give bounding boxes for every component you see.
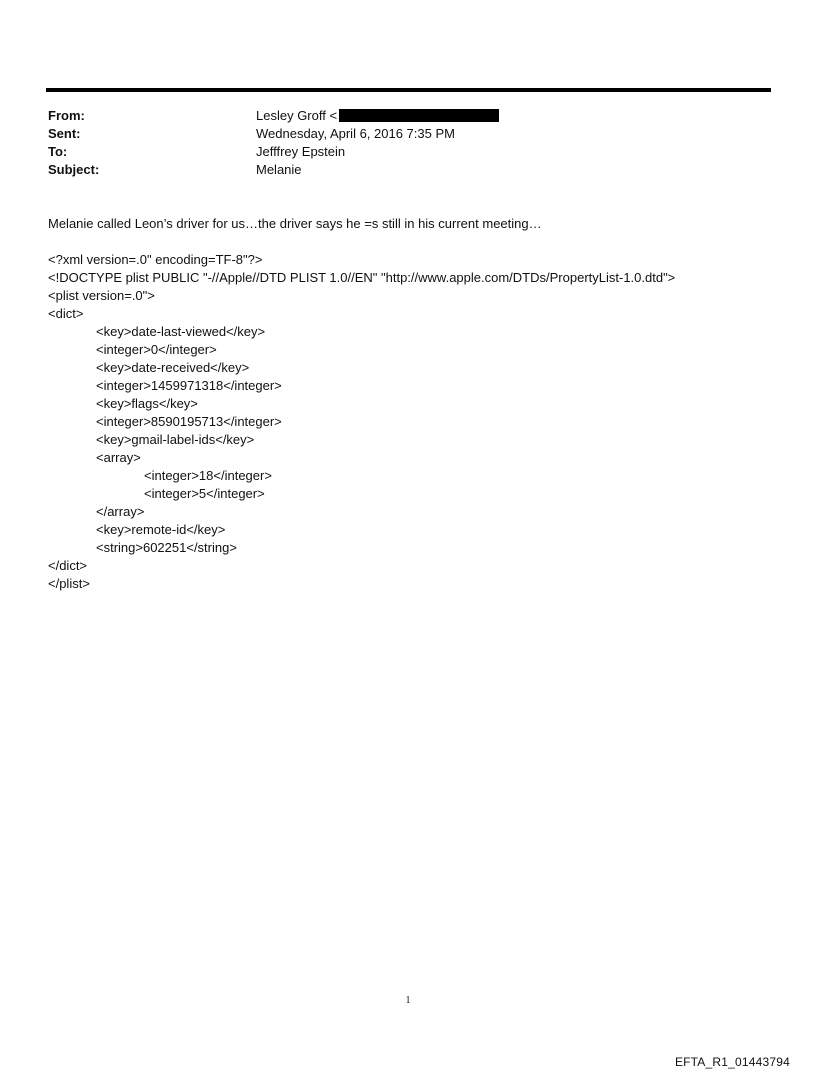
plist-line: <key>date-received</key>	[96, 360, 250, 375]
plist-line: </dict>	[48, 558, 88, 573]
message-text: Melanie called Leon’s driver for us…the driver says he =s still in his current meeting…	[48, 216, 542, 231]
plist-line: <dict>	[48, 306, 84, 321]
redaction-block	[339, 109, 499, 122]
plist-line: </array>	[96, 504, 145, 519]
plist-line: <?xml version=.0" encoding=TF-8"?>	[48, 252, 263, 267]
header-divider	[46, 88, 771, 92]
plist-line: <key>flags</key>	[96, 396, 198, 411]
plist-line: <string>602251</string>	[96, 540, 237, 555]
document-id: EFTA_R1_01443794	[674, 1055, 790, 1069]
subject-label: Subject:	[48, 162, 100, 177]
sent-value: Wednesday, April 6, 2016 7:35 PM	[256, 126, 455, 141]
plist-line: <plist version=.0">	[48, 288, 155, 303]
plist-line: <key>gmail-label-ids</key>	[96, 432, 255, 447]
subject-value: Melanie	[256, 162, 302, 177]
sender-name: Lesley Groff <	[256, 108, 338, 123]
plist-line: <key>date-last-viewed</key>	[96, 324, 266, 339]
to-label: To:	[48, 144, 68, 159]
plist-line: <!DOCTYPE plist PUBLIC "-//Apple//DTD PLIST 1.0//EN" "http://www.apple.com/DTDs/PropertyList-1.0.dtd">	[48, 270, 676, 285]
from-value	[256, 107, 499, 125]
plist-line: <integer>5</integer>	[144, 486, 265, 501]
plist-line: <array>	[96, 450, 141, 465]
plist-line: <integer>8590195713</integer>	[96, 414, 282, 429]
page-number: 1	[405, 995, 411, 1006]
plist-line: </plist>	[48, 576, 90, 591]
plist-line: <key>remote-id</key>	[96, 522, 226, 537]
plist-line: <integer>18</integer>	[144, 468, 272, 483]
to-value: Jefffrey Epstein	[256, 144, 346, 159]
sent-label: Sent:	[48, 126, 81, 141]
plist-line: <integer>1459971318</integer>	[96, 378, 282, 393]
plist-line: <integer>0</integer>	[96, 342, 217, 357]
from-label: From:	[48, 108, 85, 123]
